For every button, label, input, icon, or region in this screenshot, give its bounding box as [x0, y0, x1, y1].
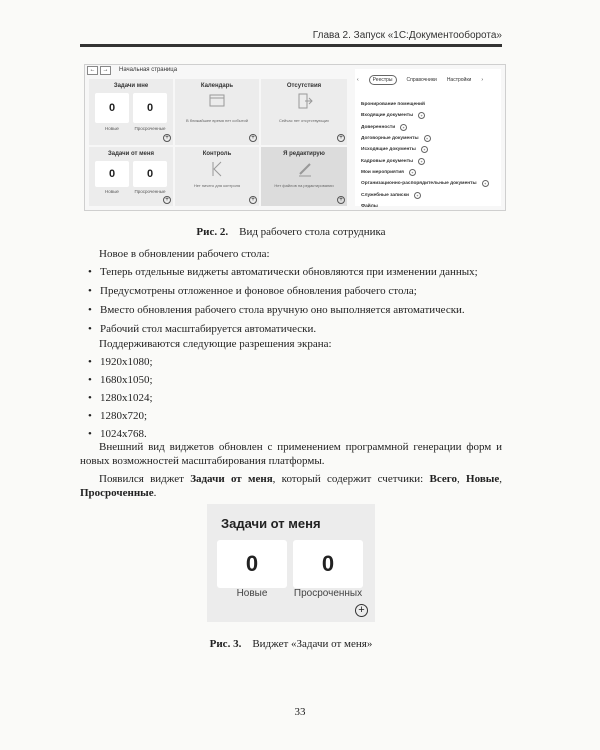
add-icon[interactable]: +	[400, 124, 407, 131]
widget-title: Отсутствия	[286, 83, 322, 89]
paragraph-widgets: Внешний вид виджетов обновлен с применением программной генерации форм и новых возможностей масштабирования платформы.	[80, 441, 502, 467]
list-item[interactable]	[361, 178, 489, 189]
list-item-text: 1024x768.	[100, 428, 147, 440]
panel-tabs	[357, 75, 499, 85]
list-item: • Предусмотрены отложенное и фоновое обновления рабочего стола;	[88, 285, 417, 297]
list-item-text: Вместо обновления рабочего стола вручную оно выполняется автоматически.	[100, 304, 465, 316]
list-item-label: Кадровые документы	[361, 158, 414, 164]
figure-title: Виджет «Задачи от меня»	[252, 638, 373, 650]
window-title: Начальная страница	[119, 67, 178, 73]
tab-registers[interactable]: Реестры	[369, 75, 397, 85]
updates-intro: Новое в обновлении рабочего стола:	[99, 248, 270, 260]
running-header: Глава 2. Запуск «1С:Документооборота»	[312, 30, 502, 41]
list-item-text: Рабочий стол масштабируется автоматически.	[100, 323, 317, 335]
widget-tasks-mine[interactable]	[89, 79, 173, 145]
paragraph-new-widget	[80, 472, 502, 500]
forward-button[interactable]: →	[100, 66, 111, 75]
counter-name: Всего	[429, 473, 457, 485]
widget-title: Задачи мне	[113, 83, 149, 89]
counter-overdue[interactable]: 0	[293, 540, 363, 588]
list-item[interactable]	[361, 155, 489, 166]
list-item-label: Доверенности	[361, 124, 396, 130]
control-icon	[211, 161, 223, 177]
list-item[interactable]	[361, 201, 489, 212]
list-item-label: Служебные записки	[361, 192, 409, 198]
add-icon[interactable]: +	[249, 196, 257, 204]
list-item-text: 1920x1080;	[100, 356, 153, 368]
list-item-label: Входящие документы	[361, 113, 414, 119]
counter-label: Новые	[236, 588, 268, 599]
widget-tasks-from-me-large[interactable]	[207, 504, 375, 622]
list-item[interactable]	[361, 122, 489, 133]
registers-list	[361, 99, 489, 212]
counter-name: Новые	[466, 473, 500, 485]
add-icon[interactable]: +	[418, 158, 425, 165]
add-icon[interactable]: +	[355, 604, 368, 617]
desktop-screenshot	[84, 64, 506, 211]
list-item-label: Файлы	[361, 203, 378, 209]
list-item[interactable]	[361, 189, 489, 200]
tab-catalogs[interactable]: Справочники	[406, 77, 437, 83]
add-icon[interactable]: +	[249, 134, 257, 142]
text-run: ,	[457, 473, 467, 485]
counter-overdue[interactable]: 0	[133, 93, 167, 123]
figure-label: Рис. 2.	[196, 226, 229, 238]
list-item: • 1920x1080;	[88, 356, 153, 368]
figure3-caption	[80, 638, 502, 650]
widget-title: Задачи от меня	[221, 516, 321, 531]
chevron-left-icon[interactable]: ‹	[357, 77, 359, 83]
add-icon[interactable]: +	[337, 134, 345, 142]
list-item[interactable]	[361, 167, 489, 178]
counter-new[interactable]: 0	[95, 161, 129, 187]
list-item: • 1680x1050;	[88, 374, 153, 386]
add-icon[interactable]: +	[418, 112, 425, 119]
widget-editing[interactable]	[261, 147, 347, 206]
counter-label: Просроченные	[134, 126, 166, 131]
figure-label: Рис. 3.	[209, 638, 242, 650]
calendar-icon	[209, 93, 225, 107]
chevron-right-icon[interactable]: ›	[481, 77, 484, 83]
list-item-text: 1680x1050;	[100, 374, 153, 386]
counter-label: Новые	[105, 126, 119, 131]
widget-control[interactable]	[175, 147, 259, 206]
figure-title: Вид рабочего стола сотрудника	[239, 226, 386, 238]
updates-list	[88, 266, 498, 342]
add-icon[interactable]: +	[414, 192, 421, 199]
widget-calendar[interactable]	[175, 79, 259, 145]
widget-message: В ближайшее время нет событий	[186, 118, 248, 123]
counter-new[interactable]: 0	[217, 540, 287, 588]
resolutions-list	[88, 356, 498, 446]
widget-absences[interactable]	[261, 79, 347, 145]
add-icon[interactable]: +	[337, 196, 345, 204]
list-item: • Теперь отдельные виджеты автоматически обновляются при изменении данных;	[88, 266, 478, 278]
list-item[interactable]	[361, 133, 489, 144]
counter-overdue[interactable]: 0	[133, 161, 167, 187]
pencil-icon	[297, 161, 313, 177]
list-item: • Рабочий стол масштабируется автоматически.	[88, 323, 317, 335]
list-item-label: Договорные документы	[361, 136, 419, 142]
text-run: .	[153, 487, 157, 499]
add-icon[interactable]: +	[424, 135, 431, 142]
resolutions-intro: Поддерживаются следующие разрешения экрана:	[99, 338, 332, 350]
counter-name: Просроченные	[80, 487, 154, 499]
text-run: , который содержит счетчики:	[272, 473, 430, 485]
add-icon[interactable]: +	[421, 146, 428, 153]
widget-title: Контроль	[202, 151, 232, 157]
add-icon[interactable]: +	[482, 180, 489, 187]
page-number: 33	[294, 706, 306, 718]
tab-settings[interactable]: Настройки	[446, 77, 472, 83]
list-item-label: Исходящие документы	[361, 147, 416, 153]
widget-title: Я редактирую	[283, 151, 325, 157]
counter-label: Просроченные	[134, 189, 166, 194]
list-item: • Вместо обновления рабочего стола вручную оно выполняется автоматически.	[88, 304, 465, 316]
list-item-text: 1280x1024;	[100, 392, 153, 404]
list-item-text: 1280x720;	[100, 410, 148, 422]
text-run: ,	[499, 473, 502, 485]
header-rule	[80, 44, 502, 47]
widget-message: Нет ничего для контроля	[193, 183, 241, 188]
list-item[interactable]	[361, 144, 489, 155]
counter-label: Новые	[105, 189, 119, 194]
widget-message: Сейчас нет отсутствующих	[278, 118, 330, 123]
back-button[interactable]: ←	[87, 66, 98, 75]
counter-label: Просроченных	[293, 588, 363, 599]
widget-name: Задачи от меня	[190, 473, 273, 485]
list-item: • 1024x768.	[88, 428, 147, 440]
list-item-label: Мои мероприятия	[361, 169, 404, 175]
list-item[interactable]	[361, 110, 489, 121]
list-item: • 1280x1024;	[88, 392, 153, 404]
add-icon[interactable]: +	[409, 169, 416, 176]
list-item: • 1280x720;	[88, 410, 148, 422]
list-item-label: Бронирование помещений	[361, 102, 425, 108]
list-item-text: Предусмотрены отложенное и фоновое обновления рабочего стола;	[100, 285, 417, 297]
exit-door-icon	[297, 93, 313, 109]
widget-message: Нет файлов на редактировании	[274, 183, 334, 188]
list-item[interactable]	[361, 99, 489, 110]
list-item-label: Организационно-распорядительные документы	[361, 181, 477, 187]
list-item-text: Теперь отдельные виджеты автоматически обновляются при изменении данных;	[100, 266, 478, 278]
figure2-caption	[80, 226, 502, 238]
add-icon[interactable]: +	[163, 196, 171, 204]
text-run: Появился виджет	[99, 473, 191, 485]
widget-tasks-from-me[interactable]	[89, 147, 173, 206]
registers-panel	[355, 69, 501, 209]
add-icon[interactable]: +	[163, 134, 171, 142]
widget-title: Задачи от меня	[108, 151, 154, 157]
counter-new[interactable]: 0	[95, 93, 129, 123]
widget-title: Календарь	[200, 83, 234, 89]
